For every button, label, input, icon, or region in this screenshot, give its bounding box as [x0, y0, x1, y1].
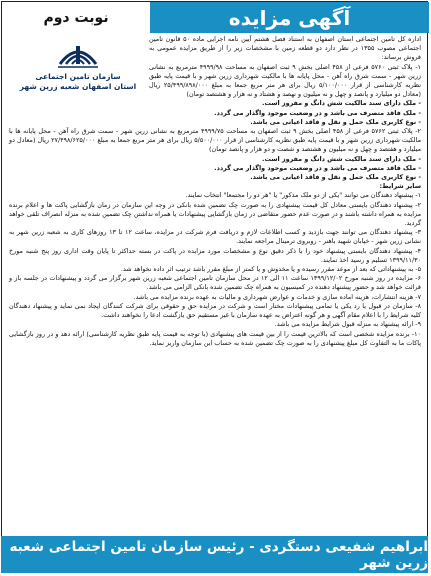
- term-9: ۹- ارائه پیشنهاد به منزله قبول شرایط مزایده می باشد.: [274, 320, 421, 329]
- term-10: ۱۰- برنده مزایده شخصی است که بالاترین قیمت را از بین قیمت های پیشنهادی (با توجه به قیمت پایه طبق نظریه کارشناسی) ارائه دهد و در روز بازگشایی پاکات ما به التفاوت کل مبلغ پیشنهادی را به صورت چک تضمین شده به حساب این سازمان واریز نماید.: [9, 329, 421, 347]
- plot-1-condition-deed: - ملک دارای سند مالکیت شش دانگ و مفروز است.: [262, 99, 421, 108]
- logo-org-line1: سازمان تامین اجتماعی: [35, 72, 121, 81]
- plot-2-description: ۲- پلاک ثبتی ۵۷۶۲ فرعی از ۴۵۸ اصلی بخش ۹ ثبت اصفهان به مساحت ۴۹۹۹/۷۵ مترمربع به نشانی زرین شهر - سمت شرق راه آهن - محل پایانه ها با مالکیت شهرداری زرین شهر و با قیمت پایه طبق نظریه کارشناسی از قرار ۵/۵۰۰/۰۰۰ ریال برای هر متر مربع جمعا به مبلغ ۲۷/۴۹۸/۶۲۵/۰۰۰ ریال (معادل دو میلیارد و هفتصد و چهل و نه میلیون و هشتصد و شصت و دو هزار و پانصد تومان): [9, 127, 421, 154]
- other-terms-heading: سایر شرایط:: [379, 182, 421, 191]
- term-8: ۸- سازمان در قبول یا رد یکی یا تمامی پیشنهادات مختار است و شرکت در مزایده حق و حقوقی برای شرکت کنندگان ایجاد نمی نماید و پیشنهاد دهندگان کلیه شرایط را با اعلام مقام آگهی و هر گونه اعتراض به عهده سازمان با غیر مستقیم حق بازگشت ادعا را نخواهند داشت.: [9, 301, 421, 320]
- term-2: ۲- پیشنهاد دهندگان بایستی معادل کل قیمت پیشنهادی را به صورت چک تضمین شده بانکی در وجه این سازمان در زمان بازگشایی پاکت ها و اعلام برنده مزایده به همراه داشته باشند و در صورت عدم حضور متقاضی در زمان بازگشایی پیشنهادات یا همراه نداشتن چک تضمین شده به منزله انصراف تلقی خواهد گردید.: [9, 200, 421, 228]
- notice-round-label: نوبت دوم: [43, 9, 109, 26]
- term-3: ۳- پیشنهاد دهندگان می توانند جهت بازدید و کسب اطلاعات لازم و دریافت فرم شرکت در مزایده، ساعت ۱۲ تا ۱۳ روزهای کاری به شعبه زرین شهر به نشانی زرین شهر - خیابان شهید باهنر - روبروی ترمینال مراجعه نمایند.: [9, 228, 421, 246]
- logo-org-line2: استان اصفهان شعبه زرین شهر: [19, 81, 137, 91]
- term-4: ۴- پیشنهاد دهندگان بایستی پیشنهاد خود را با ذکر دقیق نوع و مشخصات مورد مزایده در پاکت در بسته حداکثر تا پایان وقت اداری روز پنج شنبه مورخ ۱۳۹۹/۱۱/۳۰ تسلیم و رسید اخذ نمایند.: [9, 246, 421, 264]
- plot-1-description: ۱- پلاک ثبتی ۵۷۶۰ فرعی از ۴۵۸ اصلی بخش ۹ ثبت اصفهان به مساحت ۴۹۹۹/۹۸ مترمربع به نشانی زرین شهر - سمت شرق راه آهن - محل پایانه ها با مالکیت شهرداری زرین شهر و با قیمت پایه طبق نظریه کارشناسی از قرار ۵/۱۰۰/۰۰۰ ریال برای هر متر مربع جمعا به مبلغ ۲۵/۴۹۹/۸۹۸/۰۰۰ ریال (معادل دو میلیارد و پانصد و چهل و نه میلیون و نهصد و هشتاد و نه هزار و هشتصد تومان): [149, 62, 421, 99]
- term-5: ۵- به پیشنهاداتی که بعد از موعد مقرر رسیده و یا مخدوش و یا کمتر از مبلغ مقرر باشد ترتیب اثر داده نخواهد شد.: [120, 265, 421, 274]
- plot-1-condition-usage: - نوع کاربری ملک حمل و نقل و فاقد اعیانی می باشد.: [250, 117, 421, 126]
- title-banner: [150, 2, 429, 33]
- term-6: ۶- مزایده در روز شنبه مورخ ۱۳۹۹/۱۲/۰۲ ساعت ۱۱ الی ۱۲ در محل سازمان تامین اجتماعی شعبه زرین شهر برگزار می گردد و پیشنهادات در جلسه باز و قرائت خواهد شد و حضور پیشنهاد دهنده در کمیسیون به همراه چک تضمین شده بانکی الزامی می باشد.: [9, 274, 421, 292]
- signature-text: ابراهیم شفیعی دستگردی - رئیس سازمان تامین اجتماعی شعبه زرین شهر: [9, 538, 428, 571]
- page-title: آگهی مزایده: [228, 5, 351, 30]
- term-1: ۱- پیشنهاد دهندگان می توانند "یکی از دو ملک مذکور" یا "هر دو را مجتمعا" انتخاب نمایند.: [185, 191, 421, 200]
- signature-banner: [1, 536, 428, 573]
- plot-2-condition-deed: - ملک دارای سند مالکیت شش دانگ و مفروز است.: [262, 154, 421, 163]
- plot-2-condition-usage: - نوع کاربری ملک حمل و نقل و فاقد اعیانی می باشد.: [250, 173, 421, 182]
- plot-1-condition-occupant: - ملک فاقد متصرف می باشد و در وضعیت موجود واگذار می گردد.: [214, 108, 421, 117]
- intro-paragraph: اداره کل تامین اجتماعی استان اصفهان به استناد فصل هشتم آیین نامه اجرایی ماده ۵۰ قانون تامین اجتماعی مصوب ۱۳۵۵ در نظر دارد دو قطعه زمین با مشخصات زیر را از طریق مزایده عمومی به فروش برساند:: [149, 35, 422, 62]
- advertisement-frame: [1, 1, 428, 573]
- notice-body: [9, 35, 421, 348]
- plot-2-condition-occupant: - ملک فاقد متصرف می باشد و در وضعیت موجود واگذار می گردد.: [214, 163, 421, 172]
- term-7: ۷- هزینه انتشارات، هزینه اماده سازی و خدمات و عوارض شهرداری و مالیات به عهده برنده مزایده می باشد.: [133, 292, 421, 301]
